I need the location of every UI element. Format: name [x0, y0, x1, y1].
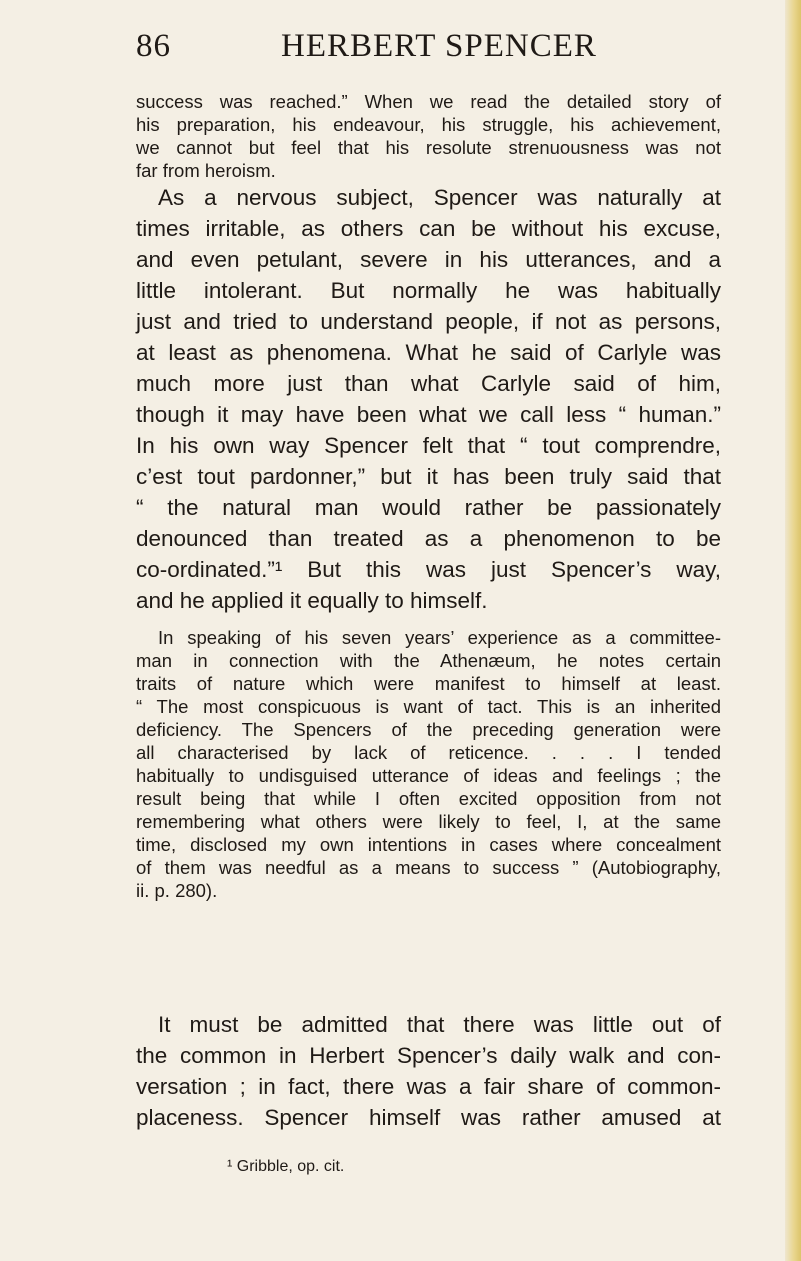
text-line: at least as phenomena. What he said of Carlyle was: [136, 340, 721, 365]
running-title: HERBERT SPENCER: [281, 28, 597, 64]
text-line: time, disclosed my own intentions in cases where concealment: [136, 834, 721, 855]
text-line: In speaking of his seven years’ experience as a committee-: [158, 627, 721, 648]
text-line: success was reached.” When we read the detailed story of: [136, 91, 721, 112]
running-header: [136, 28, 721, 68]
text-line: “ The most conspicuous is want of tact. This is an inherited: [136, 696, 721, 717]
text-line: and even petulant, severe in his utterances, and a: [136, 247, 721, 272]
paragraph-nervous-subject: [136, 182, 721, 616]
paragraph-daily-walk: [136, 1009, 721, 1133]
page-number: 86: [136, 28, 171, 64]
text-line: just and tried to understand people, if not as persons,: [136, 309, 721, 334]
text-line: his preparation, his endeavour, his struggle, his achievement,: [136, 114, 721, 135]
text-line: deficiency. The Spencers of the preceding generation were: [136, 719, 721, 740]
text-line: ii. p. 280).: [136, 880, 218, 901]
page-edge: [785, 0, 801, 1261]
text-line: co-ordinated.”¹ But this was just Spencer’s way,: [136, 557, 721, 582]
paragraph-quotation: [136, 626, 721, 902]
paragraph-continuation: [136, 90, 721, 182]
text-line: versation ; in fact, there was a fair share of common-: [136, 1074, 721, 1099]
text-line: In his own way Spencer felt that “ tout comprendre,: [136, 433, 721, 458]
text-line: all characterised by lack of reticence. . . . I tended: [136, 742, 721, 763]
text-line: traits of nature which were manifest to himself at least.: [136, 673, 721, 694]
text-line: and he applied it equally to himself.: [136, 588, 488, 613]
text-line: c’est tout pardonner,” but it has been truly said that: [136, 464, 721, 489]
footnote-text: ¹ Gribble, op. cit.: [227, 1158, 345, 1175]
text-line: much more just than what Carlyle said of him,: [136, 371, 721, 396]
text-line: placeness. Spencer himself was rather amused at: [136, 1105, 721, 1130]
text-line: habitually to undisguised utterance of ideas and feelings ; the: [136, 765, 721, 786]
text-line: little intolerant. But normally he was habitually: [136, 278, 721, 303]
text-line: of them was needful as a means to success ” (Autobiography,: [136, 857, 721, 878]
text-line: remembering what others were likely to feel, I, at the same: [136, 811, 721, 832]
text-line: man in connection with the Athenæum, he notes certain: [136, 650, 721, 671]
text-line: denounced than treated as a phenomenon to be: [136, 526, 721, 551]
text-line: result being that while I often excited opposition from not: [136, 788, 721, 809]
text-line: we cannot but feel that his resolute strenuousness was not: [136, 137, 721, 158]
text-line: “ the natural man would rather be passionately: [136, 495, 721, 520]
text-line: though it may have been what we call less “ human.”: [136, 402, 721, 427]
text-line: times irritable, as others can be without his excuse,: [136, 216, 721, 241]
text-line: the common in Herbert Spencer’s daily walk and con-: [136, 1043, 721, 1068]
text-line: far from heroism.: [136, 160, 276, 181]
text-line: It must be admitted that there was little out of: [158, 1012, 721, 1037]
text-line: As a nervous subject, Spencer was naturally at: [158, 185, 721, 210]
